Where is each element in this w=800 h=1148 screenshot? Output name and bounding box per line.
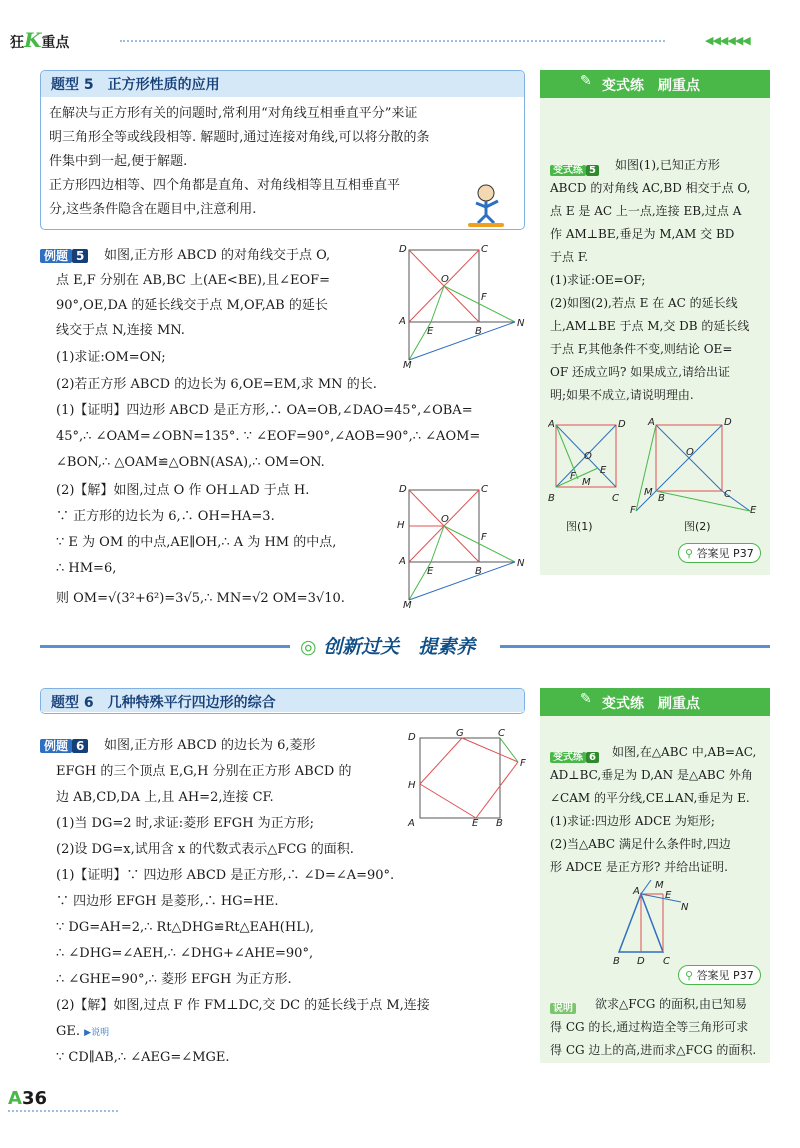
variant-5-line-4: 作 AM⊥BE,垂足为 M,AM 交 BD (550, 227, 735, 241)
key-icon: ⚲ (685, 547, 694, 560)
note-line-1: 欲求△FCG 的面积,由已知易 (595, 997, 747, 1011)
mascot-icon: ✎ (580, 691, 592, 707)
svg-text:M: M (644, 487, 653, 498)
example-5-line-5: (1)求证:OM=ON; (56, 350, 166, 365)
variant-6-line-2: AD⊥BC,垂足为 D,AN 是△ABC 外角 (550, 768, 753, 782)
example-5-line-7: (1)【证明】四边形 ABCD 是正方形,∴ OA=OB,∠DAO=45°,∠OBA= (56, 403, 473, 418)
svg-text:C: C (481, 244, 488, 255)
svg-text:B: B (658, 493, 665, 504)
topic-5-title-bar (41, 71, 524, 97)
topic-5-intro-1: 在解决与正方形有关的问题时,常利用“对角线互相垂直平分”来证 (49, 106, 418, 121)
svg-text:F: F (630, 505, 636, 515)
svg-text:C: C (724, 489, 731, 500)
variant-5-line-9: 于点 F,其他条件不变,则结论 OE= (550, 342, 733, 356)
example-5-line-10: (2)【解】如图,过点 O 作 OH⊥AD 于点 H. (56, 483, 310, 498)
note-line-3: 得 CG 边上的高,进而求△FCG 的面积. (550, 1043, 757, 1057)
variant-5-fig2-label: 图(2) (684, 520, 711, 533)
variant-5-line-7: (2)如图(2),若点 E 在 AC 的延长线 (550, 296, 738, 310)
swirl-icon: ◎ (300, 636, 317, 658)
topic-5-intro-4: 正方形四边相等、四个角都是直角、对角线相等且互相垂直平 (49, 178, 401, 193)
page-number: A36 (8, 1088, 47, 1109)
svg-text:M: M (655, 880, 664, 891)
svg-text:M: M (403, 360, 412, 370)
header-divider (120, 40, 665, 42)
section-divider-title: ◎ 创新过关 提素养 (300, 636, 476, 658)
side-panel-1-header: ✎ 变式练 刷重点 (540, 70, 770, 98)
example-5-line-9: ∠BON,∴ △OAM≌△OBN(ASA),∴ OM=ON. (56, 455, 325, 470)
svg-text:E: E (750, 505, 757, 515)
mascot-icon: ✎ (580, 73, 592, 89)
svg-text:A: A (633, 886, 640, 897)
variant-5-line-10: OF 还成立吗? 如果成立,请给出证 (550, 365, 731, 379)
example-6-line-2: EFGH 的三个顶点 E,G,H 分别在正方形 ABCD 的 (56, 764, 352, 779)
example-5-line-11: ∵ 正方形的边长为 6,∴ OH=HA=3. (56, 509, 275, 524)
example-6-line-10: ∴ ∠GHE=90°,∴ 菱形 EFGH 为正方形. (56, 972, 292, 987)
example-5-line-12: ∵ E 为 OM 的中点,AE∥OH,∴ A 为 HM 的中点, (56, 535, 337, 550)
example-6-line-13: ∵ CD∥AB,∴ ∠AEG=∠MGE. (56, 1050, 230, 1065)
divider-line-left (40, 645, 290, 648)
svg-text:F: F (520, 758, 526, 769)
svg-text:M: M (582, 477, 591, 488)
example-6-line-5: (2)设 DG=x,试用含 x 的代数式表示△FCG 的面积. (56, 842, 354, 857)
svg-text:G: G (456, 728, 464, 739)
example-5-line-8: 45°,∴ ∠OAM=∠OBN=135°. ∵ ∠EOF=90°,∠AOB=90°,∴ ∠AOM= (56, 429, 481, 444)
variant-5-line-3: 点 E 是 AC 上一点,连接 EB,过点 A (550, 204, 742, 218)
note-pointer: ▶说明 (84, 1028, 110, 1038)
svg-text:E: E (600, 465, 607, 476)
variant-6-line-6: 形 ADCE 是正方形? 并给出证明. (550, 860, 728, 874)
example-5-line-14: 则 OM=√(3²+6²)=3√5,∴ MN=√2 OM=3√10. (56, 591, 345, 606)
example-5-line-2: 点 E,F 分别在 AB,BC 上(AE<BE),且∠EOF= (56, 273, 331, 288)
example-5-line-1: 如图,正方形 ABCD 的对角线交于点 O, (104, 248, 331, 263)
variant-5-line-2: ABCD 的对角线 AC,BD 相交于点 O, (550, 181, 751, 195)
side-panel-2-header: ✎ 变式练 刷重点 (540, 688, 770, 716)
example-6-line-11: (2)【解】如图,过点 F 作 FM⊥DC,交 DC 的延长线于点 M,连接 (56, 998, 430, 1013)
example-5-figure-1 (395, 240, 535, 370)
svg-text:N: N (517, 558, 525, 569)
svg-text:A: A (648, 417, 655, 428)
variant-5-tag: 变式练 5 (550, 158, 599, 177)
variant-6-line-3: ∠CAM 的平分线,CE⊥AN,垂足为 E. (550, 791, 750, 805)
svg-text:C: C (612, 493, 619, 504)
svg-text:M: M (403, 600, 412, 610)
footer-divider (8, 1110, 118, 1112)
variant-5-line-8: 上,AM⊥BE 于点 M,交 DB 的延长线 (550, 319, 750, 333)
example-5-line-3: 90°,OE,DA 的延长线交于点 M,OF,AB 的延长 (56, 298, 328, 313)
note-tag: 说明 (550, 996, 576, 1015)
svg-text:E: E (427, 566, 434, 577)
svg-text:B: B (496, 818, 503, 828)
svg-text:E: E (472, 818, 479, 828)
variant-6-line-4: (1)求证:四边形 ADCE 为矩形; (550, 814, 715, 828)
example-6-line-3: 边 AB,CD,DA 上,且 AH=2,连接 CF. (56, 790, 274, 805)
variant-5-line-1: 如图(1),已知正方形 (615, 158, 720, 172)
brand-logo: 狂K重点 (10, 28, 70, 52)
variant-6-line-1: 如图,在△ABC 中,AB=AC, (612, 745, 757, 759)
example-6-line-9: ∴ ∠DHG=∠AEH,∴ ∠DHG+∠AHE=90°, (56, 946, 314, 961)
example-6-figure (400, 728, 535, 828)
svg-text:C: C (481, 484, 488, 495)
topic-5-intro-2: 明三角形全等或线段相等. 解题时,通过连接对角线,可以将分散的条 (49, 130, 430, 145)
svg-text:B: B (613, 956, 620, 967)
svg-text:H: H (408, 780, 416, 791)
svg-text:A: A (399, 556, 406, 567)
variant-5-line-5: 于点 F. (550, 250, 589, 264)
example-5-line-4: 线交于点 N,连接 MN. (56, 323, 185, 338)
svg-text:O: O (686, 447, 694, 458)
svg-text:B: B (475, 566, 482, 577)
svg-text:F: F (570, 471, 576, 482)
svg-text:F: F (481, 292, 487, 303)
svg-text:D: D (399, 484, 407, 495)
svg-text:E: E (665, 890, 672, 901)
variant-6-answer-link[interactable]: ⚲ 答案见 P37 (678, 965, 761, 985)
svg-text:D: D (618, 419, 626, 430)
example-6-line-7: ∵ 四边形 EFGH 是菱形,∴ HG=HE. (56, 894, 279, 909)
topic-5-box (40, 70, 525, 230)
example-5-line-13: ∴ HM=6, (56, 561, 117, 576)
variant-6-line-5: (2)当△ABC 满足什么条件时,四边 (550, 837, 731, 851)
svg-text:O: O (441, 514, 449, 525)
topic-5-intro-5: 分,这些条件隐含在题目中,注意利用. (49, 202, 257, 217)
variant-5-fig1-label: 图(1) (566, 520, 593, 533)
svg-text:N: N (517, 318, 525, 329)
variant-5-figure-1 (548, 415, 630, 515)
variant-5-figure-2 (630, 415, 770, 515)
topic-6-title-bar (41, 689, 524, 712)
example-5-tag: 例题 5 (40, 245, 88, 264)
variant-6-figure (605, 880, 695, 970)
arrow-decoration-icon: ◀◀◀◀◀◀ (705, 34, 750, 47)
note-line-2: 得 CG 的长,通过构造全等三角形可求 (550, 1020, 749, 1034)
example-6-line-1: 如图,正方形 ABCD 的边长为 6,菱形 (104, 738, 316, 753)
topic-6-box (40, 688, 525, 714)
variant-5-answer-link[interactable]: ⚲ 答案见 P37 (678, 543, 761, 563)
svg-text:B: B (475, 326, 482, 337)
svg-text:H: H (397, 520, 405, 531)
svg-text:A: A (399, 316, 406, 327)
svg-text:A: A (408, 818, 415, 828)
divider-line-right (500, 645, 770, 648)
svg-text:D: D (637, 956, 645, 967)
example-5-line-6: (2)若正方形 ABCD 的边长为 6,OE=EM,求 MN 的长. (56, 377, 377, 392)
variant-6-tag: 变式练 6 (550, 745, 599, 764)
svg-text:C: C (498, 728, 505, 739)
example-6-line-4: (1)当 DG=2 时,求证:菱形 EFGH 为正方形; (56, 816, 315, 831)
svg-text:O: O (584, 451, 592, 462)
svg-text:A: A (548, 419, 555, 430)
example-5-figure-2 (395, 480, 535, 610)
svg-text:O: O (441, 274, 449, 285)
svg-text:F: F (481, 532, 487, 543)
svg-text:B: B (548, 493, 555, 504)
key-icon: ⚲ (685, 969, 694, 982)
svg-text:D: D (408, 732, 416, 743)
variant-5-line-6: (1)求证:OE=OF; (550, 273, 646, 287)
topic-6-title: 题型 6 几种特殊平行四边形的综合 (51, 695, 276, 711)
example-6-line-8: ∵ DG=AH=2,∴ Rt△DHG≌Rt△EAH(HL), (56, 920, 315, 935)
svg-text:C: C (663, 956, 670, 967)
skateboard-mascot-icon (456, 183, 516, 229)
svg-text:E: E (427, 326, 434, 337)
example-6-line-12: GE. ▶说明 (56, 1024, 110, 1039)
svg-text:D: D (399, 244, 407, 255)
variant-5-line-11: 明;如果不成立,请说明理由. (550, 388, 694, 402)
svg-text:D: D (724, 417, 732, 428)
example-6-line-6: (1)【证明】∵ 四边形 ABCD 是正方形,∴ ∠D=∠A=90°. (56, 868, 395, 883)
example-6-tag: 例题 6 (40, 735, 88, 754)
topic-5-title: 题型 5 正方形性质的应用 (51, 77, 220, 93)
topic-5-intro-3: 件集中到一起,便于解题. (49, 154, 188, 169)
svg-text:N: N (681, 902, 689, 913)
